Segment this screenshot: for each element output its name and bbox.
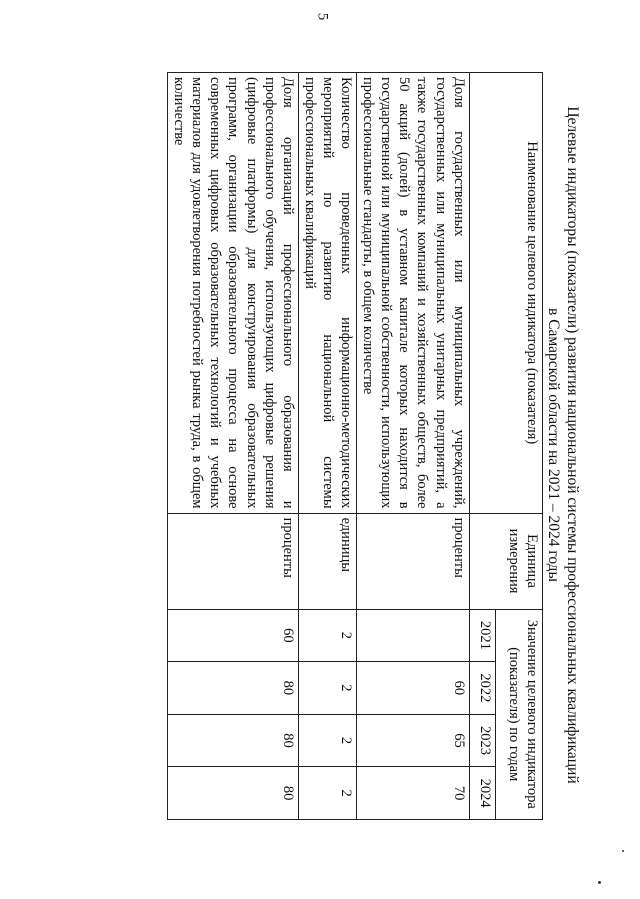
heading-line-1: Целевые индикаторы (показатели) развития национальной системы профессиональных квалификаций bbox=[564, 106, 581, 784]
indicator-name: Доля государственных или муниципальных учреждений, государственных или муниципальных унитарных предприятий, а также государственных компаний и хозяйственных обществ, более 50 акций (долей) в уставном капитале которых находится в государственной или муниципальной собственности, использующих профессиональные стандарты, в общем количестве bbox=[357, 73, 470, 514]
indicator-name: Доля организаций профессионального образования и профессионального обучения, использующих цифровые решения (цифровые платформы) для конструирования образовательных программ, организации образовательного процесса на основе современных цифровых образовательных технологий и учебных материалов для удовлетворения потребностей рынка труда, в общем количестве bbox=[168, 73, 299, 514]
page-number: 5 bbox=[314, 12, 331, 21]
indicator-value: 60 bbox=[168, 609, 299, 662]
indicator-value: 70 bbox=[357, 767, 470, 820]
table-header-row bbox=[495, 73, 542, 820]
indicator-value bbox=[357, 609, 470, 662]
indicator-value: 2 bbox=[299, 767, 357, 820]
year-header: 2022 bbox=[470, 662, 496, 715]
column-header-values: Значение целевого индикатора (показателя) по годам bbox=[495, 609, 542, 819]
table-row bbox=[357, 73, 470, 820]
heading-line-2: в Самарской области на 2021 – 2024 годы bbox=[545, 308, 562, 582]
indicator-value: 80 bbox=[168, 662, 299, 715]
document-heading bbox=[544, 95, 582, 795]
indicator-unit: проценты bbox=[357, 513, 470, 609]
scan-dot bbox=[622, 850, 624, 852]
year-header: 2024 bbox=[470, 767, 496, 820]
indicator-value: 2 bbox=[299, 609, 357, 662]
indicator-unit: единицы bbox=[299, 513, 357, 609]
indicator-value: 2 bbox=[299, 662, 357, 715]
indicator-value: 65 bbox=[357, 714, 470, 767]
column-header-name: Наименование целевого индикатора (показателя) bbox=[470, 73, 543, 514]
indicator-value: 80 bbox=[168, 767, 299, 820]
indicator-value: 2 bbox=[299, 714, 357, 767]
indicator-value: 80 bbox=[168, 714, 299, 767]
table-row bbox=[299, 73, 357, 820]
year-header: 2021 bbox=[470, 609, 496, 662]
indicator-name: Количество проведенных информационно-методических мероприятий по развитию национальной системы профессиональных квалификаций bbox=[299, 73, 357, 514]
column-header-unit: Единица измерения bbox=[470, 513, 543, 609]
indicators-table bbox=[167, 72, 543, 820]
indicator-value: 60 bbox=[357, 662, 470, 715]
year-header: 2023 bbox=[470, 714, 496, 767]
scan-dot bbox=[598, 881, 601, 884]
table-row bbox=[168, 73, 299, 820]
indicator-unit: проценты bbox=[168, 513, 299, 609]
